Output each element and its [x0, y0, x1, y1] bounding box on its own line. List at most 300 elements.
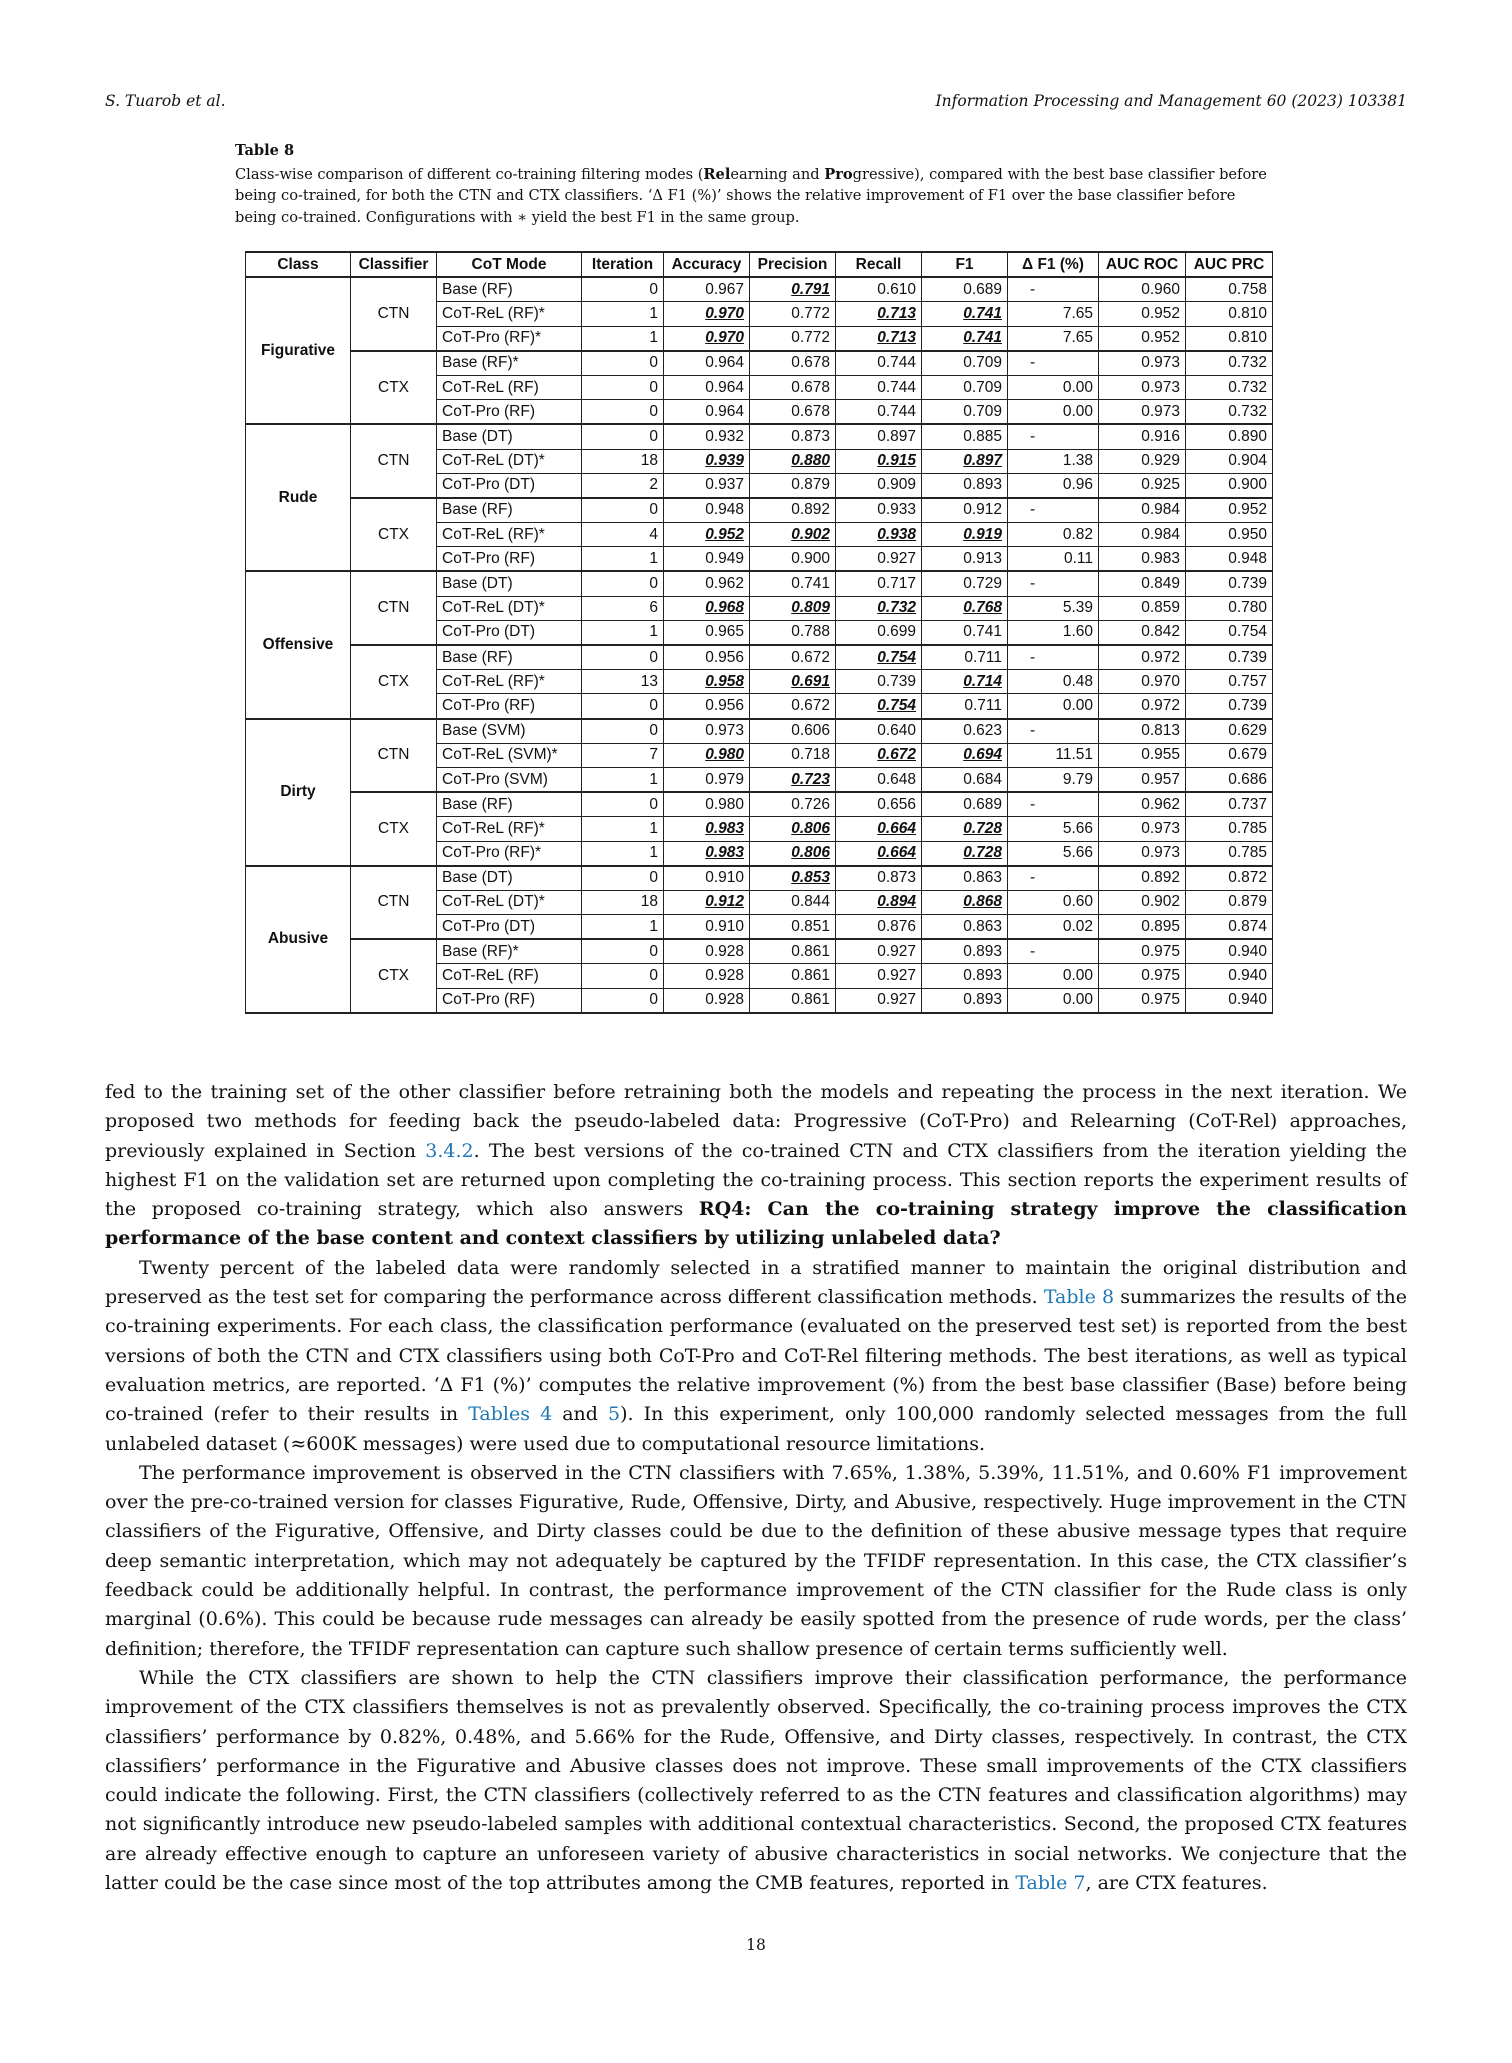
value-cell: 0.968 [664, 596, 750, 620]
column-header: Recall [836, 252, 922, 277]
value-cell: 0.849 [1099, 571, 1186, 596]
class-cell: Rude [246, 424, 351, 571]
table-label: Table 8 [235, 142, 295, 159]
value-cell: 0.732 [836, 596, 922, 620]
value-cell: 0.672 [750, 645, 836, 670]
classifier-cell: CTX [351, 792, 437, 866]
cot-mode-cell: CoT-ReL (RF)* [437, 523, 582, 547]
value-cell: 0 [582, 424, 664, 449]
tables4-link[interactable]: Tables 4 [468, 1403, 553, 1426]
value-cell: 0.741 [922, 326, 1008, 351]
paragraph-3: The performance improvement is observed in the CTN classifiers with 7.65%, 1.38%, 5.39%, 11.51%, and 0.60% F1 improvement over the pre-co-trained version for classes Figurative, Rude, Offensive, Dirty, and Abusive, respectively. Huge improvement in the CTN classifiers of the Figurative, Offensive, and Dirty classes could be due to the definition of these abusive message types that require deep semantic interpretation, which may not adequately be captured by the TFIDF representation. In this case, the CTX classifier’s feedback could be additionally helpful. In contrast, the performance improvement of the CTN classifier for the Rude class is only marginal (0.6%). This could be because rude messages can already be easily spotted from the presence of rude words, per the class’ definition; therefore, the TFIDF representation can capture such shallow presence of certain terms sufficiently well. [105, 1461, 1407, 1660]
column-header: Classifier [351, 252, 437, 277]
value-cell: - [1008, 939, 1099, 964]
table-row [246, 792, 1273, 817]
table-row [246, 498, 1273, 523]
value-cell: 0.879 [1186, 890, 1273, 914]
value-cell: 0.975 [1099, 964, 1186, 988]
value-cell: 0.940 [1186, 964, 1273, 988]
value-cell: 0 [582, 571, 664, 596]
value-cell: 0.709 [922, 400, 1008, 425]
value-cell: 0.913 [922, 547, 1008, 572]
value-cell: 0.741 [750, 571, 836, 596]
value-cell: 0 [582, 719, 664, 744]
value-cell: 0.689 [922, 792, 1008, 817]
table-row [246, 939, 1273, 964]
value-cell: 0.00 [1008, 375, 1099, 399]
value-cell: 0.932 [664, 424, 750, 449]
class-cell: Offensive [246, 571, 351, 718]
cot-mode-cell: Base (RF) [437, 277, 582, 302]
value-cell: 0.962 [1099, 792, 1186, 817]
value-cell: 0.664 [836, 817, 922, 841]
paragraph-1 [105, 1078, 1407, 1254]
classifier-cell: CTX [351, 645, 437, 719]
value-cell: 0.691 [750, 670, 836, 694]
value-cell: 0.956 [664, 645, 750, 670]
value-cell: 5.66 [1008, 817, 1099, 841]
value-cell: - [1008, 351, 1099, 376]
cot-mode-cell: CoT-Pro (DT) [437, 620, 582, 645]
value-cell: 0.893 [922, 988, 1008, 1013]
class-cell: Abusive [246, 866, 351, 1013]
value-cell: - [1008, 719, 1099, 744]
value-cell: 0.909 [836, 473, 922, 498]
value-cell: 0.973 [1099, 375, 1186, 399]
cot-mode-cell: CoT-ReL (DT)* [437, 596, 582, 620]
value-cell: 0.940 [1186, 939, 1273, 964]
classifier-cell: CTX [351, 939, 437, 1013]
value-cell: - [1008, 498, 1099, 523]
p2-text-a: Twenty percent of the labeled data were randomly selected in a stratified manner to maintain the original distribution and preserved as the test set for comparing the performance across different classification methods. [105, 1256, 1407, 1309]
caption-text-3: gressive), compared with the best base classifier before being co-trained, for both the CTN and CTX classifiers. ‘Δ F1 (%)’ shows the relative improvement of F1 over the base classifier before being co-trained. Configurations with ∗ yield the best F1 in the same group. [235, 165, 1267, 226]
classifier-cell: CTX [351, 498, 437, 572]
value-cell: 0.82 [1008, 523, 1099, 547]
section-link[interactable]: 3.4.2 [425, 1139, 474, 1162]
value-cell: 0.813 [1099, 719, 1186, 744]
value-cell: 0.975 [1099, 939, 1186, 964]
value-cell: - [1008, 571, 1099, 596]
column-header: Precision [750, 252, 836, 277]
value-cell: 0.948 [1186, 547, 1273, 572]
cot-mode-cell: CoT-Pro (RF) [437, 988, 582, 1013]
header-authors: S. Tuarob et al. [105, 92, 226, 110]
value-cell: 0.48 [1008, 670, 1099, 694]
column-header: Iteration [582, 252, 664, 277]
value-cell: 0.983 [664, 817, 750, 841]
class-cell: Dirty [246, 719, 351, 866]
value-cell: 0.970 [664, 302, 750, 326]
value-cell: 0.939 [664, 449, 750, 473]
value-cell: 0 [582, 866, 664, 891]
value-cell: 0.885 [922, 424, 1008, 449]
p4-text-b: , are CTX features. [1085, 1872, 1268, 1895]
header-journal: Information Processing and Management 60 (2023) 103381 [935, 92, 1407, 110]
value-cell: 0.910 [664, 866, 750, 891]
value-cell: 0.927 [836, 547, 922, 572]
value-cell: 0 [582, 498, 664, 523]
paragraph-4 [105, 1664, 1407, 1898]
cot-mode-cell: Base (RF)* [437, 939, 582, 964]
value-cell: 0.980 [664, 792, 750, 817]
value-cell: 0.949 [664, 547, 750, 572]
caption-text-2: earning and [730, 165, 825, 183]
value-cell: 0.940 [1186, 988, 1273, 1013]
value-cell: 0 [582, 351, 664, 376]
cot-mode-cell: CoT-ReL (RF)* [437, 670, 582, 694]
value-cell: 1 [582, 767, 664, 792]
cot-mode-cell: Base (RF)* [437, 351, 582, 376]
value-cell: 0.758 [1186, 277, 1273, 302]
value-cell: 0 [582, 645, 664, 670]
value-cell: 0.679 [1186, 743, 1273, 767]
classifier-cell: CTN [351, 571, 437, 645]
table-row [246, 351, 1273, 376]
value-cell: 0.925 [1099, 473, 1186, 498]
value-cell: 0.928 [664, 988, 750, 1013]
value-cell: 0.739 [1186, 571, 1273, 596]
value-cell: 0.927 [836, 964, 922, 988]
cot-mode-cell: CoT-ReL (RF) [437, 964, 582, 988]
value-cell: 5.66 [1008, 841, 1099, 866]
value-cell: - [1008, 645, 1099, 670]
value-cell: 0.912 [664, 890, 750, 914]
value-cell: 0.960 [1099, 277, 1186, 302]
value-cell: 0.640 [836, 719, 922, 744]
value-cell: 0.744 [836, 351, 922, 376]
cot-mode-cell: Base (SVM) [437, 719, 582, 744]
value-cell: 0.933 [836, 498, 922, 523]
value-cell: 0.955 [1099, 743, 1186, 767]
classifier-cell: CTN [351, 719, 437, 793]
value-cell: 0.806 [750, 841, 836, 866]
cot-mode-cell: Base (RF) [437, 645, 582, 670]
value-cell: 7 [582, 743, 664, 767]
value-cell: 0.893 [922, 473, 1008, 498]
value-cell: 0.897 [922, 449, 1008, 473]
value-cell: 0.970 [664, 326, 750, 351]
value-cell: 0.842 [1099, 620, 1186, 645]
value-cell: 0.895 [1099, 915, 1186, 940]
cot-mode-cell: CoT-Pro (RF)* [437, 326, 582, 351]
value-cell: 6 [582, 596, 664, 620]
column-header: CoT Mode [437, 252, 582, 277]
column-header: Δ F1 (%) [1008, 252, 1099, 277]
classifier-cell: CTN [351, 277, 437, 351]
value-cell: 0.723 [750, 767, 836, 792]
cot-mode-cell: CoT-Pro (RF) [437, 694, 582, 719]
p1-text-a: fed to the training set of the other classifier before retraining both the models and repeating the process in the next iteration. We proposed two methods for feeding back the pseudo-labeled data: Progressive (CoT-Pro) and Relearning (CoT-Rel) approaches, previously explained in Section [105, 1081, 1407, 1162]
value-cell: 7.65 [1008, 302, 1099, 326]
p4-text-a: While the CTX classifiers are shown to help the CTN classifiers improve their classification performance, the performance improvement of the CTX classifiers themselves is not as prevalently observed. Specifically, the co-training process improves the CTX classifiers’ performance by 0.82%, 0.48%, and 5.66% for the Rude, Offensive, and Dirty classes, respectively. In contrast, the CTX classifiers’ performance in the Figurative and Abusive classes does not improve. These small improvements of the CTX classifiers could indicate the following. First, the CTN classifiers (collectively referred to as the CTN features and classification algorithms) may not significantly introduce new pseudo-labeled samples with additional contextual characteristics. Second, the proposed CTX features are already effective enough to capture an unforeseen variety of abusive characteristics in social networks. We conjecture that the latter could be the case since most of the top attributes among the CMB features, reported in [105, 1666, 1407, 1895]
table-row [246, 719, 1273, 744]
table8-link[interactable]: Table 8 [1043, 1286, 1115, 1309]
value-cell: 0.952 [1186, 498, 1273, 523]
p2-text-d: ). In this experiment, only 100,000 randomly selected messages from the full unlabeled dataset (≈600K messages) were used due to computational resource limitations. [105, 1403, 1407, 1455]
value-cell: 1 [582, 841, 664, 866]
value-cell: - [1008, 424, 1099, 449]
value-cell: 0.890 [1186, 424, 1273, 449]
value-cell: 0.861 [750, 988, 836, 1013]
value-cell: 4 [582, 523, 664, 547]
value-cell: 0.952 [664, 523, 750, 547]
cot-mode-cell: CoT-ReL (DT)* [437, 449, 582, 473]
column-header: Accuracy [664, 252, 750, 277]
value-cell: 0.11 [1008, 547, 1099, 572]
value-cell: 0.967 [664, 277, 750, 302]
value-cell: 0.772 [750, 326, 836, 351]
value-cell: 0.714 [922, 670, 1008, 694]
value-cell: 0.678 [750, 375, 836, 399]
class-cell: Figurative [246, 277, 351, 424]
value-cell: 0.694 [922, 743, 1008, 767]
value-cell: 0.956 [664, 694, 750, 719]
classifier-cell: CTN [351, 866, 437, 940]
value-cell: 0.861 [750, 939, 836, 964]
value-cell: 0.853 [750, 866, 836, 891]
value-cell: 0.975 [1099, 988, 1186, 1013]
cot-mode-cell: CoT-Pro (RF) [437, 547, 582, 572]
value-cell: 0.623 [922, 719, 1008, 744]
table-row [246, 645, 1273, 670]
running-header [105, 92, 1407, 116]
value-cell: 0.739 [1186, 694, 1273, 719]
value-cell: 0.980 [664, 743, 750, 767]
value-cell: - [1008, 792, 1099, 817]
value-cell: 0.972 [1099, 694, 1186, 719]
value-cell: 0.879 [750, 473, 836, 498]
value-cell: 0.785 [1186, 841, 1273, 866]
value-cell: 0.00 [1008, 694, 1099, 719]
value-cell: 0.880 [750, 449, 836, 473]
value-cell: 0.912 [922, 498, 1008, 523]
value-cell: 0.02 [1008, 915, 1099, 940]
value-cell: 0.96 [1008, 473, 1099, 498]
value-cell: 0.973 [1099, 351, 1186, 376]
value-cell: 0.863 [922, 915, 1008, 940]
value-cell: 0.754 [1186, 620, 1273, 645]
value-cell: 1 [582, 620, 664, 645]
cot-mode-cell: CoT-Pro (DT) [437, 473, 582, 498]
value-cell: 0.754 [836, 645, 922, 670]
value-cell: 0.844 [750, 890, 836, 914]
value-cell: 0.60 [1008, 890, 1099, 914]
value-cell: 0.788 [750, 620, 836, 645]
value-cell: 0.851 [750, 915, 836, 940]
value-cell: 0.948 [664, 498, 750, 523]
value-cell: 0.610 [836, 277, 922, 302]
value-cell: 0.699 [836, 620, 922, 645]
value-cell: 0.902 [750, 523, 836, 547]
value-cell: 0.893 [922, 964, 1008, 988]
value-cell: 0.873 [836, 866, 922, 891]
caption-rel: Rel [703, 165, 731, 183]
value-cell: 0.900 [750, 547, 836, 572]
value-cell: 0.915 [836, 449, 922, 473]
value-cell: 0.897 [836, 424, 922, 449]
value-cell: 0.973 [664, 719, 750, 744]
value-cell: 0.757 [1186, 670, 1273, 694]
cot-mode-cell: CoT-Pro (SVM) [437, 767, 582, 792]
value-cell: 0.711 [922, 694, 1008, 719]
value-cell: 0.957 [1099, 767, 1186, 792]
value-cell: 0.791 [750, 277, 836, 302]
value-cell: 0.950 [1186, 523, 1273, 547]
value-cell: 1.38 [1008, 449, 1099, 473]
value-cell: 5.39 [1008, 596, 1099, 620]
value-cell: 0.656 [836, 792, 922, 817]
value-cell: 0 [582, 375, 664, 399]
value-cell: 0.785 [1186, 817, 1273, 841]
value-cell: - [1008, 277, 1099, 302]
value-cell: 0.910 [664, 915, 750, 940]
value-cell: 7.65 [1008, 326, 1099, 351]
value-cell: 0.919 [922, 523, 1008, 547]
column-header: AUC ROC [1099, 252, 1186, 277]
value-cell: 0.648 [836, 767, 922, 792]
value-cell: 0.806 [750, 817, 836, 841]
value-cell: 0.874 [1186, 915, 1273, 940]
table-caption [235, 140, 1275, 228]
table5-link[interactable]: 5 [608, 1403, 621, 1426]
value-cell: 1 [582, 915, 664, 940]
value-cell: 0.964 [664, 375, 750, 399]
value-cell: 0.629 [1186, 719, 1273, 744]
value-cell: 0 [582, 694, 664, 719]
value-cell: 0.900 [1186, 473, 1273, 498]
value-cell: 0.861 [750, 964, 836, 988]
value-cell: 1 [582, 547, 664, 572]
cot-mode-cell: Base (DT) [437, 866, 582, 891]
cot-mode-cell: Base (RF) [437, 792, 582, 817]
paragraph-2 [105, 1254, 1407, 1459]
cot-mode-cell: CoT-ReL (RF) [437, 375, 582, 399]
value-cell: 0.983 [664, 841, 750, 866]
value-cell: 0.684 [922, 767, 1008, 792]
value-cell: 0.739 [836, 670, 922, 694]
value-cell: 0.927 [836, 988, 922, 1013]
value-cell: 0.732 [1186, 375, 1273, 399]
cot-mode-cell: CoT-ReL (RF)* [437, 302, 582, 326]
cot-mode-cell: CoT-Pro (DT) [437, 915, 582, 940]
value-cell: 0 [582, 277, 664, 302]
table7-link[interactable]: Table 7 [1015, 1872, 1086, 1895]
value-cell: 1.60 [1008, 620, 1099, 645]
value-cell: 0.726 [750, 792, 836, 817]
value-cell: 0.709 [922, 351, 1008, 376]
value-cell: 0.754 [836, 694, 922, 719]
value-cell: 1 [582, 326, 664, 351]
value-cell: 0.672 [836, 743, 922, 767]
value-cell: 0.768 [922, 596, 1008, 620]
cot-mode-cell: CoT-ReL (SVM)* [437, 743, 582, 767]
value-cell: 0.983 [1099, 547, 1186, 572]
cot-mode-cell: Base (DT) [437, 424, 582, 449]
value-cell: 0.713 [836, 326, 922, 351]
value-cell: 0.739 [1186, 645, 1273, 670]
caption-pro: Pro [824, 165, 853, 183]
value-cell: 0.863 [922, 866, 1008, 891]
value-cell: 0.868 [922, 890, 1008, 914]
value-cell: 0.711 [922, 645, 1008, 670]
value-cell: 0.928 [664, 939, 750, 964]
value-cell: 0.979 [664, 767, 750, 792]
value-cell: 0.916 [1099, 424, 1186, 449]
value-cell: 13 [582, 670, 664, 694]
value-cell: 0.732 [1186, 400, 1273, 425]
value-cell: 0.973 [1099, 817, 1186, 841]
value-cell: 0.741 [922, 302, 1008, 326]
value-cell: 0.744 [836, 375, 922, 399]
p1-text-b: . The best versions of the co-trained CTN and CTX classifiers from the iteration yielding the highest F1 on the validation set are returned upon completing the co-training process. This section reports the experiment results of the proposed co-training strategy, which also answers [105, 1139, 1407, 1221]
column-header: AUC PRC [1186, 252, 1273, 277]
value-cell: 0.741 [922, 620, 1008, 645]
value-cell: 0.962 [664, 571, 750, 596]
value-cell: 0.809 [750, 596, 836, 620]
table-row [246, 277, 1273, 302]
value-cell: 0.717 [836, 571, 922, 596]
table-row [246, 571, 1273, 596]
value-cell: 0.937 [664, 473, 750, 498]
value-cell: 0 [582, 400, 664, 425]
cot-mode-cell: CoT-ReL (DT)* [437, 890, 582, 914]
value-cell: 0.984 [1099, 523, 1186, 547]
value-cell: 0.728 [922, 841, 1008, 866]
value-cell: 0.964 [664, 400, 750, 425]
value-cell: 0.00 [1008, 400, 1099, 425]
value-cell: 9.79 [1008, 767, 1099, 792]
value-cell: 0.737 [1186, 792, 1273, 817]
value-cell: 0.892 [750, 498, 836, 523]
value-cell: 0.952 [1099, 326, 1186, 351]
value-cell: 0.970 [1099, 670, 1186, 694]
value-cell: 0.810 [1186, 326, 1273, 351]
value-cell: 0.810 [1186, 302, 1273, 326]
value-cell: - [1008, 866, 1099, 891]
value-cell: 18 [582, 449, 664, 473]
classifier-cell: CTN [351, 424, 437, 498]
column-header: Class [246, 252, 351, 277]
value-cell: 0.713 [836, 302, 922, 326]
body-text [105, 1078, 1407, 1898]
value-cell: 0.928 [664, 964, 750, 988]
value-cell: 0.894 [836, 890, 922, 914]
value-cell: 0.780 [1186, 596, 1273, 620]
value-cell: 0.965 [664, 620, 750, 645]
value-cell: 0.728 [922, 817, 1008, 841]
value-cell: 0.902 [1099, 890, 1186, 914]
value-cell: 0.876 [836, 915, 922, 940]
value-cell: 0.872 [1186, 866, 1273, 891]
value-cell: 0.973 [1099, 400, 1186, 425]
value-cell: 0.709 [922, 375, 1008, 399]
caption-text-1: Class-wise comparison of different co-training filtering modes ( [235, 165, 704, 183]
value-cell: 1 [582, 302, 664, 326]
value-cell: 0.678 [750, 351, 836, 376]
classifier-cell: CTX [351, 351, 437, 425]
value-cell: 0 [582, 939, 664, 964]
value-cell: 0.772 [750, 302, 836, 326]
cot-mode-cell: Base (RF) [437, 498, 582, 523]
value-cell: 0 [582, 792, 664, 817]
value-cell: 0.958 [664, 670, 750, 694]
value-cell: 0.892 [1099, 866, 1186, 891]
p2-text-b: summarizes the results of the co-training experiments. For each class, the classification performance (evaluated on the preserved test set) is reported from the best versions of both the CTN and CTX classifiers using both CoT-Pro and CoT-Rel filtering methods. The best iterations, as well as typical evaluation metrics, are reported. ‘Δ F1 (%)’ computes the relative improvement (%) from the best base classifier (Base) before being co-trained (refer to their results in [105, 1286, 1407, 1426]
value-cell: 0.664 [836, 841, 922, 866]
value-cell: 0.00 [1008, 988, 1099, 1013]
value-cell: 1 [582, 817, 664, 841]
cot-mode-cell: CoT-Pro (RF) [437, 400, 582, 425]
